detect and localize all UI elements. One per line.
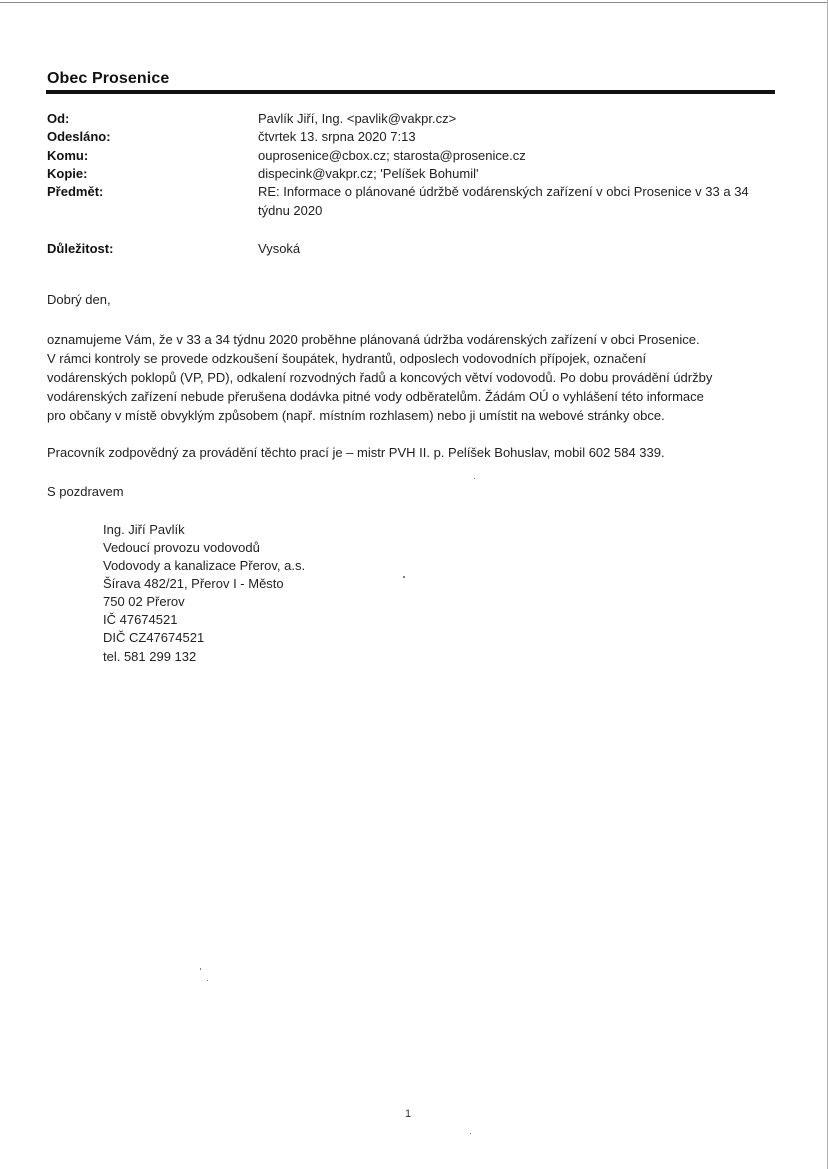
greeting: Dobrý den, <box>47 292 111 307</box>
scan-speck <box>470 1133 471 1134</box>
scan-speck <box>403 576 405 578</box>
sent-label: Odesláno: <box>47 129 111 144</box>
organization-title: Obec Prosenice <box>47 70 170 87</box>
signature-address: Šírava 482/21, Přerov I - Město <box>103 576 284 591</box>
importance-label: Důležitost: <box>47 241 114 256</box>
cc-value: dispecink@vakpr.cz; 'Pelíšek Bohumil' <box>258 166 479 181</box>
cc-label: Kopie: <box>47 166 88 181</box>
signature-name: Ing. Jiří Pavlík <box>103 522 185 537</box>
subject-label: Předmět: <box>47 184 104 199</box>
body-paragraph-line: vodárenských zařízení nebude přerušena dodávka pitné vody odběratelům. Žádám OÚ o vyhlášení této informace <box>47 389 704 404</box>
sent-value: čtvrtek 13. srpna 2020 7:13 <box>258 129 416 144</box>
scan-speck <box>474 478 475 479</box>
title-rule <box>46 90 775 94</box>
body-paragraph-line: pro občany v místě obvyklým způsobem (např. místním rozhlasem) nebo ji umístit na webové stránky obce. <box>47 408 665 423</box>
scan-speck <box>200 968 201 970</box>
body-paragraph-line: oznamujeme Vám, že v 33 a 34 týdnu 2020 proběhne plánovaná údržba vodárenských zařízení v obci Prosenice. <box>47 332 700 347</box>
signature-company: Vodovody a kanalizace Přerov, a.s. <box>103 558 306 573</box>
page-number: 1 <box>405 1108 412 1120</box>
signature-ic: IČ 47674521 <box>103 612 178 627</box>
to-value: ouprosenice@cbox.cz; starosta@prosenice.cz <box>258 148 526 163</box>
signature-phone: tel. 581 299 132 <box>103 649 197 664</box>
body-paragraph-line: V rámci kontroly se provede odzkoušení šoupátek, hydrantů, odposlech vodovodních přípojek, označení <box>47 351 647 366</box>
importance-value: Vysoká <box>258 241 301 256</box>
responsible-person-paragraph: Pracovník zodpovědný za provádění těchto prací je – mistr PVH II. p. Pelíšek Bohuslav, mobil 602 584 339. <box>47 445 665 460</box>
closing: S pozdravem <box>47 484 124 499</box>
from-value: Pavlík Jiří, Ing. <pavlik@vakpr.cz> <box>258 111 457 126</box>
signature-dic: DIČ CZ47674521 <box>103 630 205 645</box>
subject-line-1: RE: Informace o plánované údržbě vodárenských zařízení v obci Prosenice v 33 a 34 <box>258 184 749 199</box>
signature-role: Vedoucí provozu vodovodů <box>103 540 260 555</box>
from-label: Od: <box>47 111 70 126</box>
to-label: Komu: <box>47 148 89 163</box>
body-paragraph-line: vodárenských poklopů (VP, PD), odkalení rozvodných řadů a koncových větví vodovodů. Po dobu provádění údržby <box>47 370 713 385</box>
signature-city: 750 02 Přerov <box>103 594 185 609</box>
subject-line-2: týdnu 2020 <box>258 203 323 218</box>
scan-speck <box>207 980 208 981</box>
scan-edge-line <box>0 2 828 3</box>
